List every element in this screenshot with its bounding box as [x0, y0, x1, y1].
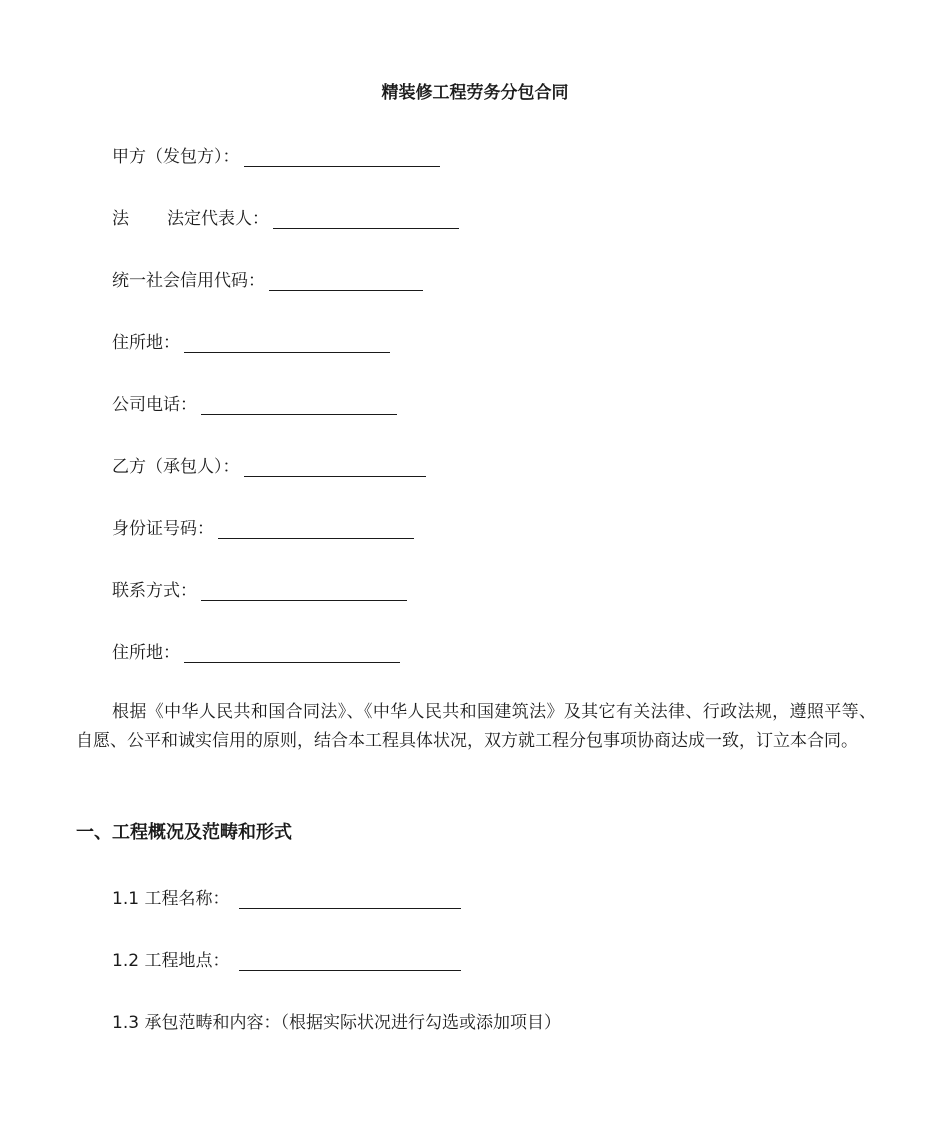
id-number-label: 身份证号码：	[112, 519, 214, 539]
credit-code-label: 统一社会信用代码：	[112, 271, 265, 291]
contact-blank[interactable]	[201, 584, 407, 601]
project-name-blank[interactable]	[239, 892, 461, 909]
party-a-blank[interactable]	[244, 150, 440, 167]
legal-rep-label: 法定代表人：	[167, 209, 269, 229]
party-a-address-field	[112, 328, 390, 353]
credit-code-blank[interactable]	[269, 274, 423, 291]
preamble-paragraph: 根据《中华人民共和国合同法》、《中华人民共和国建筑法》及其它有关法律、行政法规，遵照平等、自愿、公平和诚实信用的原则，结合本工程具体状况，双方就工程分包事项协商达成一致，订立本合同。	[76, 702, 876, 751]
party-b-label: 乙方（承包人）：	[112, 457, 240, 477]
party-b-address-label: 住所地：	[112, 643, 180, 663]
id-number-blank[interactable]	[218, 522, 414, 539]
project-location-blank[interactable]	[239, 954, 461, 971]
scope-field	[112, 1008, 561, 1033]
party-a-address-blank[interactable]	[184, 336, 390, 353]
party-b-address-field	[112, 638, 400, 663]
contact-field	[112, 576, 407, 601]
project-location-label: 1.2 工程地点：	[112, 951, 230, 971]
id-number-field	[112, 514, 414, 539]
legal-rep-blank[interactable]	[273, 212, 459, 229]
party-a-field	[112, 142, 440, 167]
company-phone-field	[112, 390, 397, 415]
legal-rep-prefix: 法	[112, 209, 129, 229]
project-name-field	[112, 884, 461, 909]
section-1-heading: 一、工程概况及范畴和形式	[76, 822, 292, 843]
project-name-label: 1.1 工程名称：	[112, 889, 230, 909]
party-a-label: 甲方（发包方）：	[112, 147, 240, 167]
party-b-address-blank[interactable]	[184, 646, 400, 663]
company-phone-label: 公司电话：	[112, 395, 197, 415]
document-title: 精装修工程劳务分包合同	[381, 83, 569, 103]
project-location-field	[112, 946, 461, 971]
party-b-blank[interactable]	[244, 460, 426, 477]
contact-label: 联系方式：	[112, 581, 197, 601]
legal-rep-field	[112, 204, 459, 229]
party-b-field	[112, 452, 426, 477]
scope-label: 1.3 承包范畴和内容：（根据实际状况进行勾选或添加项目）	[112, 1013, 561, 1033]
credit-code-field	[112, 266, 423, 291]
company-phone-blank[interactable]	[201, 398, 397, 415]
party-a-address-label: 住所地：	[112, 333, 180, 353]
